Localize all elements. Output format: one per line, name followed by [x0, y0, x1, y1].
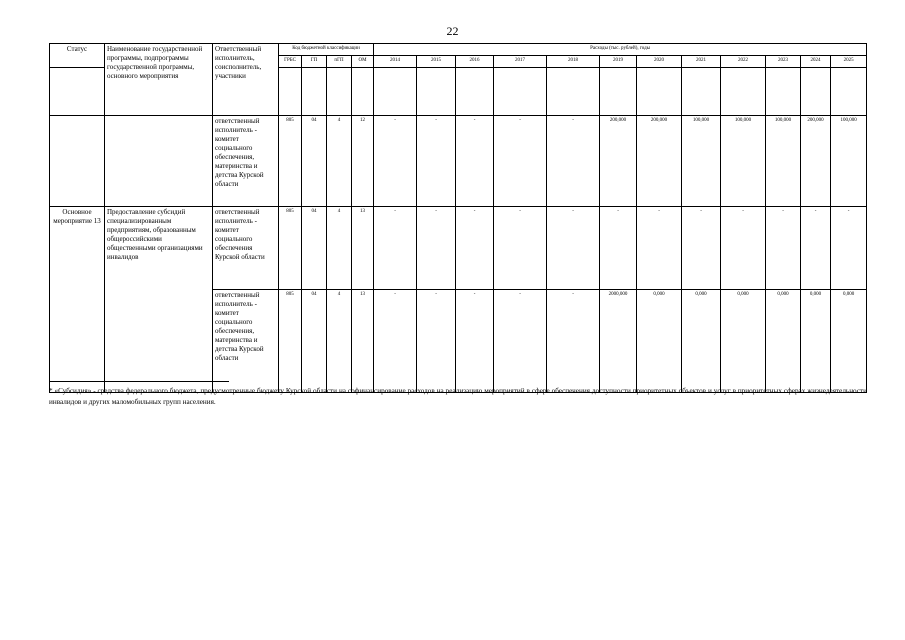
row-value: - [494, 116, 547, 207]
header-year-col: 2023 [766, 56, 801, 68]
row-value: - [374, 116, 417, 207]
row-value: - [456, 290, 494, 393]
row-responsible: ответственный исполнитель - комитет социального обеспечения Курской области [213, 207, 279, 290]
header-empty-cell [456, 68, 494, 116]
row-code: 805 [279, 290, 302, 393]
row-value: - [374, 290, 417, 393]
row-value: 100,000 [721, 116, 766, 207]
row-value: 0,000 [682, 290, 721, 393]
header-empty-cell [637, 68, 682, 116]
row-value: - [600, 207, 637, 290]
row-value: - [494, 290, 547, 393]
header-empty-cell [831, 68, 867, 116]
header-empty-cell [600, 68, 637, 116]
header-name: Наименование государственной программы, подпрограммы государственной программы, основного мероприятия [105, 44, 213, 116]
row-value: 200,000 [637, 116, 682, 207]
footnote-rule [49, 381, 229, 382]
header-year-col: 2018 [547, 56, 600, 68]
row-value: - [417, 290, 456, 393]
row-value: 0,000 [766, 290, 801, 393]
header-year-col: 2022 [721, 56, 766, 68]
header-empty-cell [801, 68, 831, 116]
row-value: - [494, 207, 547, 290]
row-status: Основное мероприятие 13 [50, 207, 105, 393]
row-code: 13 [352, 290, 374, 393]
row-value: - [547, 116, 600, 207]
row-status [50, 116, 105, 207]
header-responsible: Ответственный исполнитель, соисполнитель, участники [213, 44, 279, 116]
header-empty-cell [766, 68, 801, 116]
row-code: 04 [302, 207, 327, 290]
budget-table [49, 43, 867, 393]
row-value: 0,000 [831, 290, 867, 393]
header-row-top [50, 44, 867, 56]
row-value: - [417, 116, 456, 207]
header-status-spacer [50, 68, 105, 116]
row-value: 200,000 [600, 116, 637, 207]
header-empty-cell [374, 68, 417, 116]
header-empty-cell [327, 68, 352, 116]
table-row [50, 116, 867, 207]
row-value: 200,000 [801, 116, 831, 207]
row-value: - [721, 207, 766, 290]
header-budget-code: Код бюджетной классификации [279, 44, 374, 56]
header-code-col: ГП [302, 56, 327, 68]
row-name [105, 116, 213, 207]
row-value: - [547, 207, 600, 290]
header-empty-cell [721, 68, 766, 116]
header-expenses: Расходы (тыс. рублей), годы [374, 44, 867, 56]
row-value: 100,000 [766, 116, 801, 207]
row-value: 2000,000 [600, 290, 637, 393]
header-year-col: 2014 [374, 56, 417, 68]
row-value: - [637, 207, 682, 290]
header-code-col: пГП [327, 56, 352, 68]
row-value: - [456, 207, 494, 290]
header-year-col: 2024 [801, 56, 831, 68]
header-year-col: 2021 [682, 56, 721, 68]
row-value: 0,000 [721, 290, 766, 393]
row-value: 100,000 [682, 116, 721, 207]
header-empty-cell [279, 68, 302, 116]
header-year-col: 2025 [831, 56, 867, 68]
header-status: Статус [50, 44, 105, 68]
row-value: - [831, 207, 867, 290]
header-year-col: 2019 [600, 56, 637, 68]
header-year-col: 2017 [494, 56, 547, 68]
row-value: - [374, 207, 417, 290]
row-value: - [766, 207, 801, 290]
row-name: Предоставление субсидий специализированным предприятиям, образованным общероссийскими общественными организациями инвалидов [105, 207, 213, 393]
row-value: - [547, 290, 600, 393]
row-value: - [801, 207, 831, 290]
row-code: 04 [302, 116, 327, 207]
row-code: 805 [279, 207, 302, 290]
row-value: - [456, 116, 494, 207]
row-code: 4 [327, 207, 352, 290]
header-code-col: ОМ [352, 56, 374, 68]
row-value: - [417, 207, 456, 290]
header-empty-cell [302, 68, 327, 116]
header-code-col: ГРБС [279, 56, 302, 68]
row-value: 0,000 [801, 290, 831, 393]
header-empty-cell [547, 68, 600, 116]
row-code: 13 [352, 207, 374, 290]
header-empty-cell [494, 68, 547, 116]
header-year-col: 2016 [456, 56, 494, 68]
row-value: 0,000 [637, 290, 682, 393]
footnote: * «Субсидия» - средства федерального бюджета, предусмотренные бюджету Курской области на софинансирование расходов на реализацию мероприятий в сфере обеспечения доступности приоритетных объектов и услуг в приоритетных сферах жизнедеятельности инвалидов и других маломобильных групп населения. [49, 387, 867, 406]
header-year-col: 2015 [417, 56, 456, 68]
row-code: 12 [352, 116, 374, 207]
row-responsible: ответственный исполнитель - комитет социального обеспечения, материнства и детства Курской области [213, 116, 279, 207]
table-row [50, 207, 867, 290]
row-responsible: ответственный исполнитель - комитет социального обеспечения, материнства и детства Курской области [213, 290, 279, 393]
row-value: 100,000 [831, 116, 867, 207]
header-empty-cell [352, 68, 374, 116]
row-code: 805 [279, 116, 302, 207]
header-empty-cell [682, 68, 721, 116]
row-code: 04 [302, 290, 327, 393]
header-year-col: 2020 [637, 56, 682, 68]
row-code: 4 [327, 290, 352, 393]
row-code: 4 [327, 116, 352, 207]
header-empty-cell [417, 68, 456, 116]
page-number: 22 [446, 24, 459, 38]
row-value: - [682, 207, 721, 290]
